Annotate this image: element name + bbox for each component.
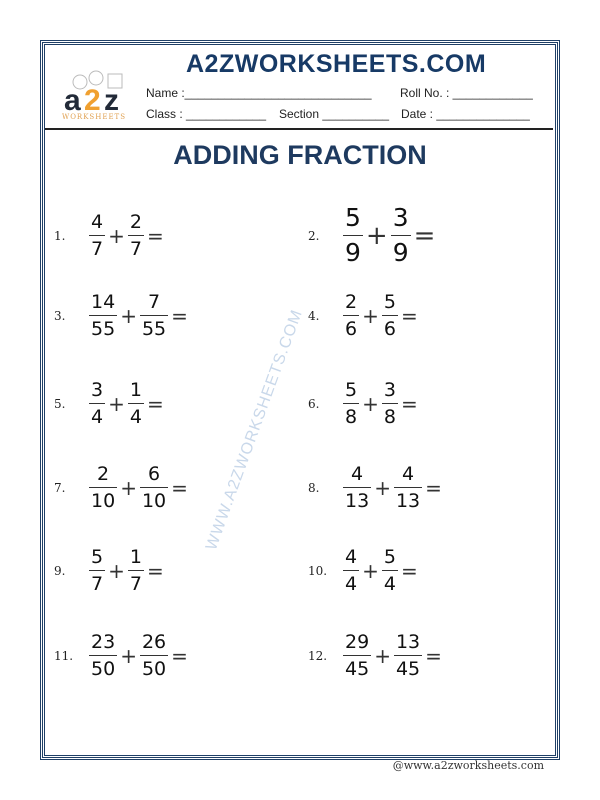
numerator: 2 xyxy=(345,291,358,313)
problem-number: 5. xyxy=(54,396,66,411)
fraction xyxy=(89,291,117,340)
equals-sign: = xyxy=(146,223,164,248)
fraction-bar xyxy=(394,487,422,488)
denominator: 55 xyxy=(141,318,167,340)
numerator: 2 xyxy=(97,463,110,485)
numerator: 29 xyxy=(345,631,370,653)
problem-number: 11. xyxy=(54,648,74,663)
fraction-bar xyxy=(89,570,105,571)
fraction-bar xyxy=(128,570,144,571)
numerator: 4 xyxy=(402,463,415,485)
fraction-bar xyxy=(343,403,359,404)
problem-item xyxy=(308,631,445,680)
denominator: 13 xyxy=(395,490,421,512)
problem-item xyxy=(308,203,438,268)
fraction-bar xyxy=(382,315,398,316)
numerator: 3 xyxy=(383,379,396,401)
numerator: 4 xyxy=(351,463,364,485)
fraction-bar xyxy=(391,235,411,236)
plus-sign: + xyxy=(108,558,125,583)
plus-sign: + xyxy=(374,643,391,668)
fraction xyxy=(89,631,117,680)
fraction-bar xyxy=(382,570,398,571)
numerator: 4 xyxy=(345,546,358,568)
fraction xyxy=(140,463,168,512)
a2z-logo xyxy=(60,68,140,120)
equals-sign: = xyxy=(146,558,164,583)
numerator: 13 xyxy=(395,631,421,653)
denominator: 10 xyxy=(91,490,116,512)
numerator: 4 xyxy=(91,211,104,233)
numerator: 6 xyxy=(148,463,161,485)
denominator: 50 xyxy=(141,658,167,680)
fraction xyxy=(382,546,398,595)
fraction-bar xyxy=(343,315,359,316)
fraction-bar xyxy=(128,403,144,404)
problem-item xyxy=(54,211,167,260)
fraction xyxy=(343,379,359,428)
denominator: 9 xyxy=(392,238,409,267)
denominator: 10 xyxy=(141,490,167,512)
numerator: 1 xyxy=(129,546,142,568)
equals-sign: = xyxy=(400,558,418,583)
problem-item xyxy=(54,463,191,512)
denominator: 9 xyxy=(345,238,361,267)
fraction xyxy=(89,379,105,428)
equals-sign: = xyxy=(171,303,188,328)
fraction xyxy=(382,379,398,428)
fraction xyxy=(382,291,398,340)
numerator: 5 xyxy=(383,546,396,568)
problem-number: 6. xyxy=(308,396,320,411)
plus-sign: + xyxy=(362,558,379,583)
denominator: 7 xyxy=(129,238,142,260)
fraction-bar xyxy=(140,487,168,488)
fraction-bar xyxy=(343,487,371,488)
fraction xyxy=(343,203,363,268)
fraction-bar xyxy=(89,655,117,656)
denominator: 45 xyxy=(345,658,370,680)
name-field[interactable]: Name :____________________________ xyxy=(146,86,372,100)
equals-sign: = xyxy=(425,475,442,500)
equals-sign: = xyxy=(425,643,442,668)
fraction xyxy=(140,291,168,340)
header-divider xyxy=(45,128,553,130)
worksheet-title: ADDING FRACTION xyxy=(173,140,427,170)
numerator: 7 xyxy=(148,291,161,313)
denominator: 45 xyxy=(395,658,421,680)
fraction-bar xyxy=(89,487,117,488)
problem-number: 3. xyxy=(54,308,66,323)
svg-text:WORKSHEETS: WORKSHEETS xyxy=(62,113,127,120)
fraction xyxy=(343,463,371,512)
svg-text:a: a xyxy=(64,84,81,117)
problem-number: 2. xyxy=(308,228,320,243)
problem-item xyxy=(54,546,167,595)
equals-sign: = xyxy=(400,303,418,328)
numerator: 2 xyxy=(129,211,142,233)
fraction xyxy=(343,631,371,680)
fraction xyxy=(343,546,359,595)
problem-number: 10. xyxy=(308,563,328,578)
plus-sign: + xyxy=(120,303,137,328)
denominator: 7 xyxy=(91,573,104,595)
fraction xyxy=(89,546,105,595)
fraction xyxy=(140,631,168,680)
fraction-bar xyxy=(343,655,371,656)
fraction-bar xyxy=(140,655,168,656)
denominator: 55 xyxy=(91,318,116,340)
plus-sign: + xyxy=(120,475,137,500)
denominator: 4 xyxy=(129,406,142,428)
problem-item xyxy=(308,463,445,512)
denominator: 7 xyxy=(129,573,142,595)
plus-sign: + xyxy=(108,223,125,248)
svg-text:z: z xyxy=(104,84,119,117)
fraction xyxy=(394,463,422,512)
plus-sign: + xyxy=(362,303,379,328)
fraction-bar xyxy=(89,235,105,236)
plus-sign: + xyxy=(108,391,125,416)
denominator: 8 xyxy=(383,406,396,428)
denominator: 6 xyxy=(383,318,396,340)
denominator: 7 xyxy=(91,238,104,260)
section-field[interactable]: Section __________ xyxy=(279,107,390,121)
equals-sign: = xyxy=(400,391,418,416)
numerator: 5 xyxy=(345,203,361,232)
problem-number: 9. xyxy=(54,563,66,578)
watermark: WWW.A2ZWORKSHEETS.COM xyxy=(202,307,307,553)
equals-sign: = xyxy=(413,220,436,251)
problem-item xyxy=(54,631,191,680)
numerator: 1 xyxy=(129,379,142,401)
fraction-bar xyxy=(128,235,144,236)
denominator: 4 xyxy=(91,406,104,428)
roll-no-field[interactable]: Roll No. : ____________ xyxy=(400,86,533,100)
fraction xyxy=(128,546,144,595)
date-field[interactable]: Date : ______________ xyxy=(401,107,530,121)
fraction-bar xyxy=(140,315,168,316)
problem-number: 4. xyxy=(308,308,320,323)
problem-number: 1. xyxy=(54,228,66,243)
denominator: 8 xyxy=(345,406,358,428)
problem-item xyxy=(54,379,167,428)
equals-sign: = xyxy=(171,643,188,668)
numerator: 14 xyxy=(91,291,116,313)
equals-sign: = xyxy=(146,391,164,416)
denominator: 6 xyxy=(345,318,358,340)
fraction-bar xyxy=(343,235,363,236)
fraction-bar xyxy=(343,570,359,571)
fraction xyxy=(343,291,359,340)
svg-text:2: 2 xyxy=(84,84,101,117)
denominator: 4 xyxy=(383,573,396,595)
problem-item xyxy=(308,379,421,428)
class-field[interactable]: Class : ____________ xyxy=(146,107,267,121)
fraction xyxy=(394,631,422,680)
fraction xyxy=(89,211,105,260)
numerator: 5 xyxy=(345,379,358,401)
plus-sign: + xyxy=(120,643,137,668)
fraction-bar xyxy=(89,403,105,404)
numerator: 5 xyxy=(383,291,396,313)
problem-number: 12. xyxy=(308,648,328,663)
plus-sign: + xyxy=(374,475,391,500)
fraction xyxy=(89,463,117,512)
problem-item xyxy=(54,291,191,340)
plus-sign: + xyxy=(365,220,388,251)
problem-number: 7. xyxy=(54,480,66,495)
fraction-bar xyxy=(382,403,398,404)
denominator: 4 xyxy=(345,573,358,595)
problem-item xyxy=(308,291,421,340)
fraction xyxy=(128,379,144,428)
fraction-bar xyxy=(89,315,117,316)
numerator: 3 xyxy=(392,203,409,232)
numerator: 3 xyxy=(91,379,104,401)
problem-item xyxy=(308,546,421,595)
equals-sign: = xyxy=(171,475,188,500)
denominator: 13 xyxy=(345,490,370,512)
problem-number: 8. xyxy=(308,480,320,495)
numerator: 5 xyxy=(91,546,104,568)
fraction xyxy=(391,203,411,268)
denominator: 50 xyxy=(91,658,116,680)
numerator: 26 xyxy=(141,631,167,653)
numerator: 23 xyxy=(91,631,116,653)
plus-sign: + xyxy=(362,391,379,416)
fraction xyxy=(128,211,144,260)
site-title: A2ZWORKSHEETS.COM xyxy=(186,50,487,78)
footer-url: @www.a2zworksheets.com xyxy=(392,759,544,772)
fraction-bar xyxy=(394,655,422,656)
